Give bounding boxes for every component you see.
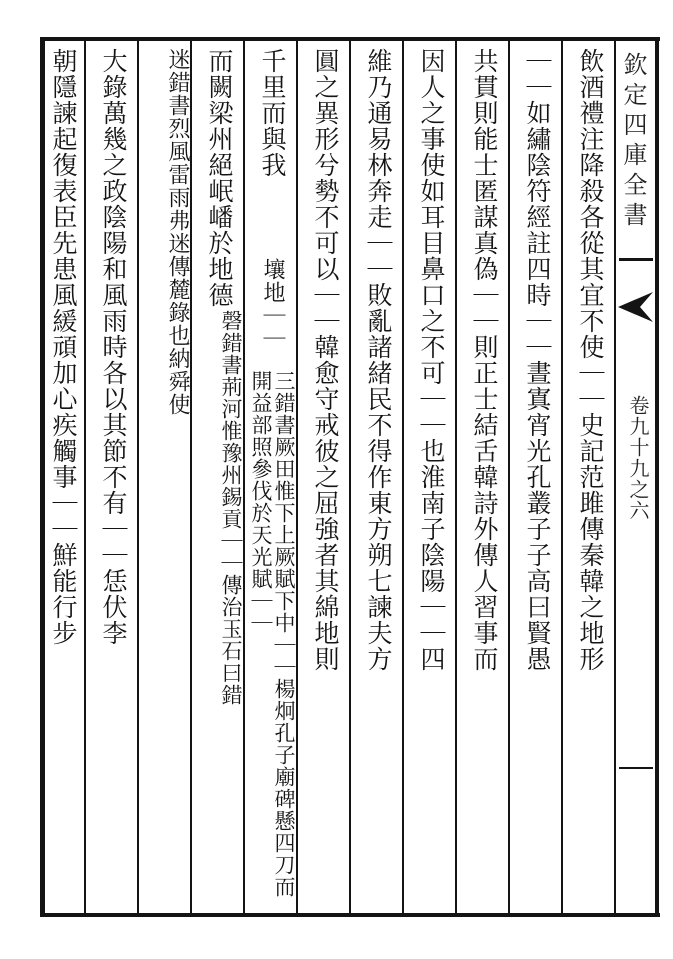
center-divider xyxy=(619,258,653,261)
column-rule xyxy=(508,41,510,913)
column-rule xyxy=(402,41,404,913)
column-rule xyxy=(561,41,563,913)
column-rule xyxy=(137,41,139,913)
frame-bottom-border xyxy=(40,913,660,917)
text-column: 朝隱諫起復表臣先患風緩頑加心疾觸事｜｜鮮能行步 xyxy=(49,48,78,646)
frame-right-border xyxy=(655,37,659,917)
text-column: ｜｜如繡陰符經註四時｜｜晝寘宵光孔叢子子高曰賢愚 xyxy=(523,48,552,672)
text-column: 圓之異形兮勢不可以｜｜韓愈守戒彼之屈強者其綿地則 xyxy=(311,48,340,672)
text-column: 大錄萬幾之政陰陽和風雨時各以其節不有｜｜恁伏李 xyxy=(99,48,128,646)
book-title: 欽定四庫全書 xyxy=(619,52,647,232)
volume-label: 卷九十九之六 xyxy=(626,395,650,521)
text-column: 維乃通易林奔走｜｜敗亂諸緒民不得作東方朔七諫夫方 xyxy=(364,48,393,672)
column-rule xyxy=(455,41,457,913)
text-column: 共貫則能士匿謀真偽｜｜則正士結舌韓詩外傳人習事而 xyxy=(470,48,499,672)
column-rule xyxy=(190,41,192,913)
column-rule xyxy=(243,41,245,913)
fish-tail-mark xyxy=(616,290,655,324)
text-column: 磬錯書荊河惟豫州錫貢｜｜傳治玉石曰錯 xyxy=(219,310,243,706)
column-rule xyxy=(349,41,351,913)
text-column: 因人之事使如耳目鼻口之不可｜｜也淮南子陰陽｜｜四 xyxy=(417,48,446,672)
text-column: 千里而與我 xyxy=(258,48,287,178)
text-column: 而闕梁州絕岷嶓於地德 xyxy=(205,48,234,308)
text-column: 三錯書厥田惟下上厥賦下中｜｜楊炯孔子廟碑懸四刀而開益部照參伐於天光賦｜｜ xyxy=(249,370,296,898)
text-column: 迷錯書烈風雷雨弗迷傳麓錄也納舜使 xyxy=(165,48,190,416)
text-column: 壤地｜｜ xyxy=(260,258,285,350)
center-divider xyxy=(619,767,653,769)
text-column: 飲酒禮注降殺各從其宜不使｜｜史記范雎傳秦韓之地形 xyxy=(576,48,605,672)
column-rule xyxy=(296,41,298,913)
